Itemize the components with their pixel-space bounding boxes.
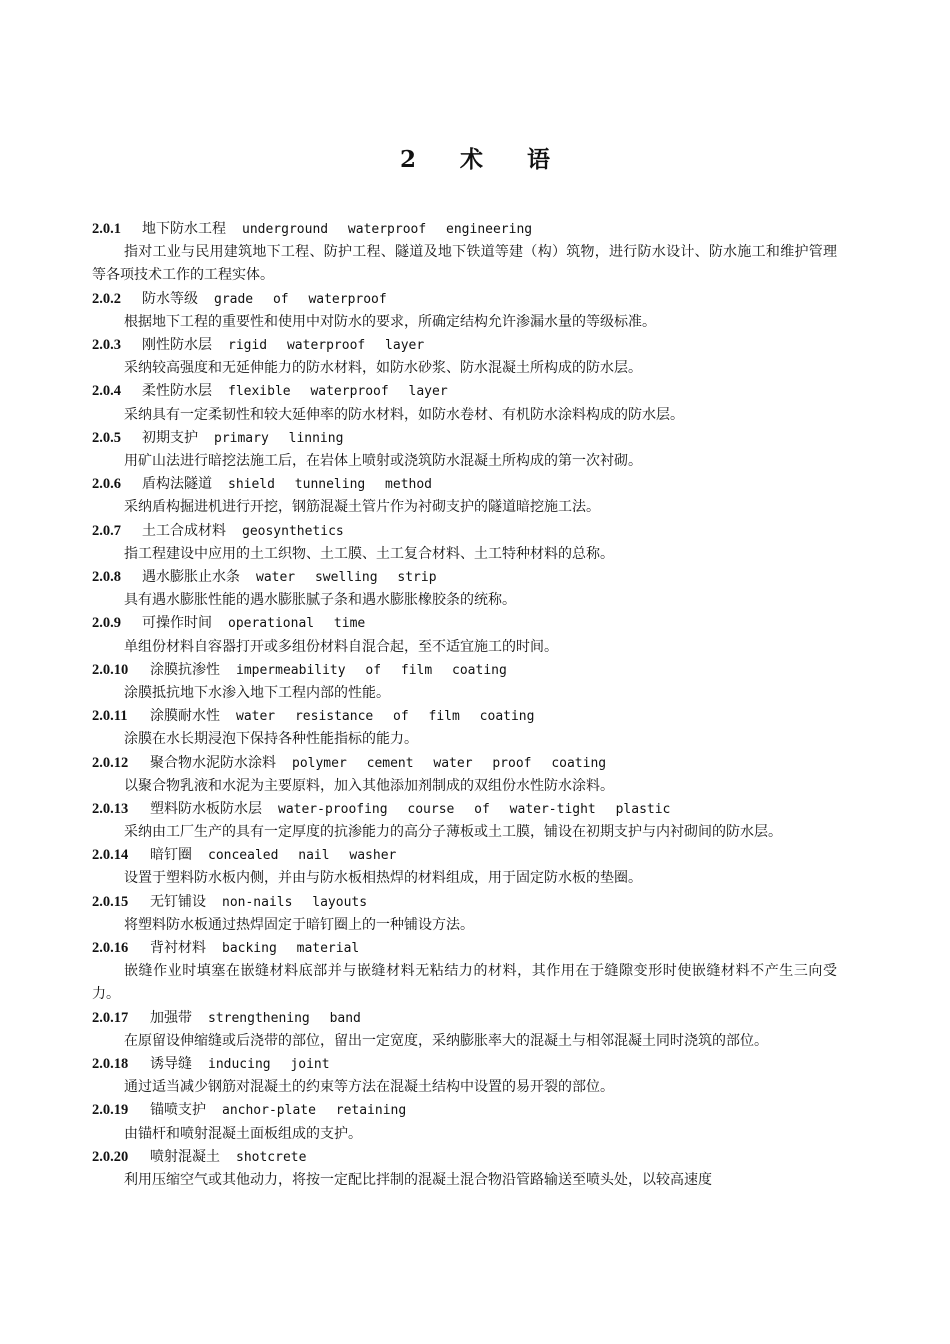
term-chinese-name: 可操作时间 bbox=[142, 615, 212, 632]
term-heading bbox=[92, 1053, 837, 1076]
term-chinese-name: 初期支护 bbox=[142, 429, 198, 446]
term-number: 2.0.3 bbox=[92, 336, 121, 353]
term-entry bbox=[92, 752, 837, 798]
term-number: 2.0.16 bbox=[92, 940, 129, 957]
term-english-name: primary linning bbox=[214, 430, 344, 446]
term-english-name: water swelling strip bbox=[256, 569, 437, 585]
term-definition: 以聚合物乳液和水泥为主要原料，加入其他添加剂制成的双组份水性防水涂料。 bbox=[124, 777, 614, 794]
term-chinese-name: 盾构法隧道 bbox=[142, 476, 212, 493]
term-entry bbox=[92, 218, 837, 288]
term-english-name: shield tunneling method bbox=[228, 477, 433, 493]
term-heading bbox=[92, 659, 837, 682]
term-definition: 指对工业与民用建筑地下工程、防护工程、隧道及地下铁道等建（构）筑物，进行防水设计、防水施工和维护管理等各项技术工作的工程实体。 bbox=[92, 244, 837, 284]
term-number: 2.0.15 bbox=[92, 893, 129, 910]
terms-list bbox=[92, 218, 837, 1192]
term-chinese-name: 诱导缝 bbox=[150, 1056, 192, 1073]
term-entry bbox=[92, 937, 837, 1007]
term-number: 2.0.5 bbox=[92, 429, 121, 446]
term-english-name: strengthening band bbox=[208, 1010, 361, 1026]
term-english-name: geosynthetics bbox=[242, 523, 344, 539]
term-english-name: concealed nail washer bbox=[208, 848, 397, 864]
term-chinese-name: 塑料防水板防水层 bbox=[150, 800, 262, 817]
term-heading bbox=[92, 473, 837, 496]
term-chinese-name: 加强带 bbox=[150, 1009, 192, 1026]
term-entry bbox=[92, 659, 837, 705]
term-english-name: polymer cement water proof coating bbox=[292, 755, 607, 771]
term-number: 2.0.10 bbox=[92, 661, 129, 678]
term-definition: 采纳盾构掘进机进行开挖，钢筋混凝土管片作为衬砌支护的隧道暗挖施工法。 bbox=[124, 499, 600, 516]
term-english-name: backing material bbox=[222, 941, 360, 957]
term-heading bbox=[92, 1007, 837, 1030]
term-chinese-name: 涂膜抗渗性 bbox=[150, 661, 220, 678]
term-heading bbox=[92, 520, 837, 543]
term-chinese-name: 土工合成材料 bbox=[142, 522, 226, 539]
term-heading bbox=[92, 1099, 837, 1122]
term-entry bbox=[92, 520, 837, 566]
term-number: 2.0.7 bbox=[92, 522, 121, 539]
term-heading bbox=[92, 566, 837, 589]
term-english-name: flexible waterproof layer bbox=[228, 384, 448, 400]
section-title-word-2: 语 bbox=[527, 146, 550, 173]
term-heading bbox=[92, 1146, 837, 1169]
term-definition: 涂膜在水长期浸泡下保持各种性能指标的能力。 bbox=[124, 731, 418, 748]
term-entry bbox=[92, 844, 837, 890]
term-definition: 具有遇水膨胀性能的遇水膨胀腻子条和遇水膨胀橡胶条的统称。 bbox=[124, 592, 516, 609]
section-title-word-1: 术 bbox=[460, 146, 483, 173]
term-chinese-name: 暗钉圈 bbox=[150, 847, 192, 864]
term-heading bbox=[92, 705, 837, 728]
term-chinese-name: 遇水膨胀止水条 bbox=[142, 568, 240, 585]
term-number: 2.0.19 bbox=[92, 1102, 129, 1119]
term-heading bbox=[92, 427, 837, 450]
term-number: 2.0.9 bbox=[92, 615, 121, 632]
term-definition: 单组份材料自容器打开或多组份材料自混合起，至不适宜施工的时间。 bbox=[124, 638, 558, 655]
term-heading bbox=[92, 380, 837, 403]
term-definition: 涂膜抵抗地下水渗入地下工程内部的性能。 bbox=[124, 684, 390, 701]
term-english-name: shotcrete bbox=[236, 1149, 307, 1165]
term-entry bbox=[92, 1053, 837, 1099]
term-number: 2.0.2 bbox=[92, 290, 121, 307]
term-heading bbox=[92, 937, 837, 960]
term-entry bbox=[92, 334, 837, 380]
term-english-name: inducing joint bbox=[208, 1057, 330, 1073]
term-definition: 采纳较高强度和无延伸能力的防水材料，如防水砂浆、防水混凝土所构成的防水层。 bbox=[124, 360, 642, 377]
term-number: 2.0.13 bbox=[92, 800, 129, 817]
term-entry bbox=[92, 288, 837, 334]
term-entry bbox=[92, 1146, 837, 1192]
term-number: 2.0.1 bbox=[92, 221, 121, 237]
term-chinese-name: 无钉铺设 bbox=[150, 893, 206, 910]
term-definition: 通过适当减少钢筋对混凝土的约束等方法在混凝土结构中设置的易开裂的部位。 bbox=[124, 1079, 614, 1096]
term-english-name: water-proofing course of water-tight plastic bbox=[278, 801, 671, 817]
term-entry bbox=[92, 891, 837, 937]
term-english-name: non-nails layouts bbox=[222, 894, 368, 910]
term-heading bbox=[92, 334, 837, 357]
term-number: 2.0.12 bbox=[92, 754, 129, 771]
term-chinese-name: 锚喷支护 bbox=[150, 1102, 206, 1119]
term-definition: 嵌缝作业时填塞在嵌缝材料底部并与嵌缝材料无粘结力的材料，其作用在于缝隙变形时使嵌缝材料不产生三向受力。 bbox=[92, 963, 837, 1003]
term-definition: 设置于塑料防水板内侧，并由与防水板相热焊的材料组成，用于固定防水板的垫圈。 bbox=[124, 870, 642, 887]
term-heading bbox=[92, 752, 837, 775]
term-entry bbox=[92, 1007, 837, 1053]
term-definition: 采纳由工厂生产的具有一定厚度的抗渗能力的高分子薄板或土工膜，铺设在初期支护与内衬砌间的防水层。 bbox=[124, 824, 782, 841]
section-title bbox=[0, 143, 950, 177]
term-definition: 利用压缩空气或其他动力，将按一定配比拌制的混凝土混合物沿管路输送至喷头处，以较高速度 bbox=[124, 1172, 712, 1189]
term-chinese-name: 聚合物水泥防水涂料 bbox=[150, 754, 276, 771]
term-heading bbox=[92, 844, 837, 867]
term-number: 2.0.20 bbox=[92, 1148, 129, 1165]
term-english-name: impermeability of film coating bbox=[236, 662, 507, 678]
term-chinese-name: 涂膜耐水性 bbox=[150, 708, 220, 725]
term-entry bbox=[92, 798, 837, 844]
term-number: 2.0.11 bbox=[92, 708, 128, 725]
term-number: 2.0.18 bbox=[92, 1056, 129, 1073]
term-number: 2.0.6 bbox=[92, 476, 121, 493]
term-entry bbox=[92, 473, 837, 519]
term-entry bbox=[92, 705, 837, 751]
term-entry bbox=[92, 1099, 837, 1145]
term-heading bbox=[92, 612, 837, 635]
term-definition: 采纳具有一定柔韧性和较大延伸率的防水材料，如防水卷材、有机防水涂料构成的防水层。 bbox=[124, 406, 684, 423]
term-chinese-name: 背衬材料 bbox=[150, 940, 206, 957]
term-chinese-name: 地下防水工程 bbox=[142, 221, 226, 237]
term-heading bbox=[92, 798, 837, 821]
term-english-name: operational time bbox=[228, 616, 366, 632]
term-definition: 在原留设伸缩缝或后浇带的部位，留出一定宽度，采纳膨胀率大的混凝土与相邻混凝土同时浇筑的部位。 bbox=[124, 1032, 768, 1049]
term-definition: 由锚杆和喷射混凝土面板组成的支护。 bbox=[124, 1125, 362, 1142]
term-number: 2.0.4 bbox=[92, 383, 121, 400]
term-chinese-name: 柔性防水层 bbox=[142, 383, 212, 400]
section-number: 2 bbox=[399, 146, 416, 173]
term-chinese-name: 刚性防水层 bbox=[142, 336, 212, 353]
term-entry bbox=[92, 380, 837, 426]
term-english-name: water resistance of film coating bbox=[236, 709, 535, 725]
term-entry bbox=[92, 427, 837, 473]
term-entry bbox=[92, 566, 837, 612]
term-english-name: rigid waterproof layer bbox=[228, 337, 425, 353]
term-number: 2.0.14 bbox=[92, 847, 129, 864]
term-heading bbox=[92, 218, 837, 241]
term-english-name: anchor-plate retaining bbox=[222, 1103, 407, 1119]
term-heading bbox=[92, 288, 837, 311]
term-number: 2.0.8 bbox=[92, 568, 121, 585]
term-definition: 指工程建设中应用的土工织物、土工膜、土工复合材料、土工特种材料的总称。 bbox=[124, 545, 614, 562]
term-entry bbox=[92, 612, 837, 658]
term-english-name: grade of waterproof bbox=[214, 291, 387, 307]
term-chinese-name: 防水等级 bbox=[142, 290, 198, 307]
term-chinese-name: 喷射混凝土 bbox=[150, 1148, 220, 1165]
term-definition: 根据地下工程的重要性和使用中对防水的要求，所确定结构允许渗漏水量的等级标准。 bbox=[124, 313, 656, 330]
term-heading bbox=[92, 891, 837, 914]
term-definition: 用矿山法进行暗挖法施工后，在岩体上喷射或浇筑防水混凝土所构成的第一次衬砌。 bbox=[124, 452, 642, 469]
term-english-name: underground waterproof engineering bbox=[242, 222, 533, 237]
term-definition: 将塑料防水板通过热焊固定于暗钉圈上的一种铺设方法。 bbox=[124, 916, 474, 933]
term-number: 2.0.17 bbox=[92, 1009, 129, 1026]
